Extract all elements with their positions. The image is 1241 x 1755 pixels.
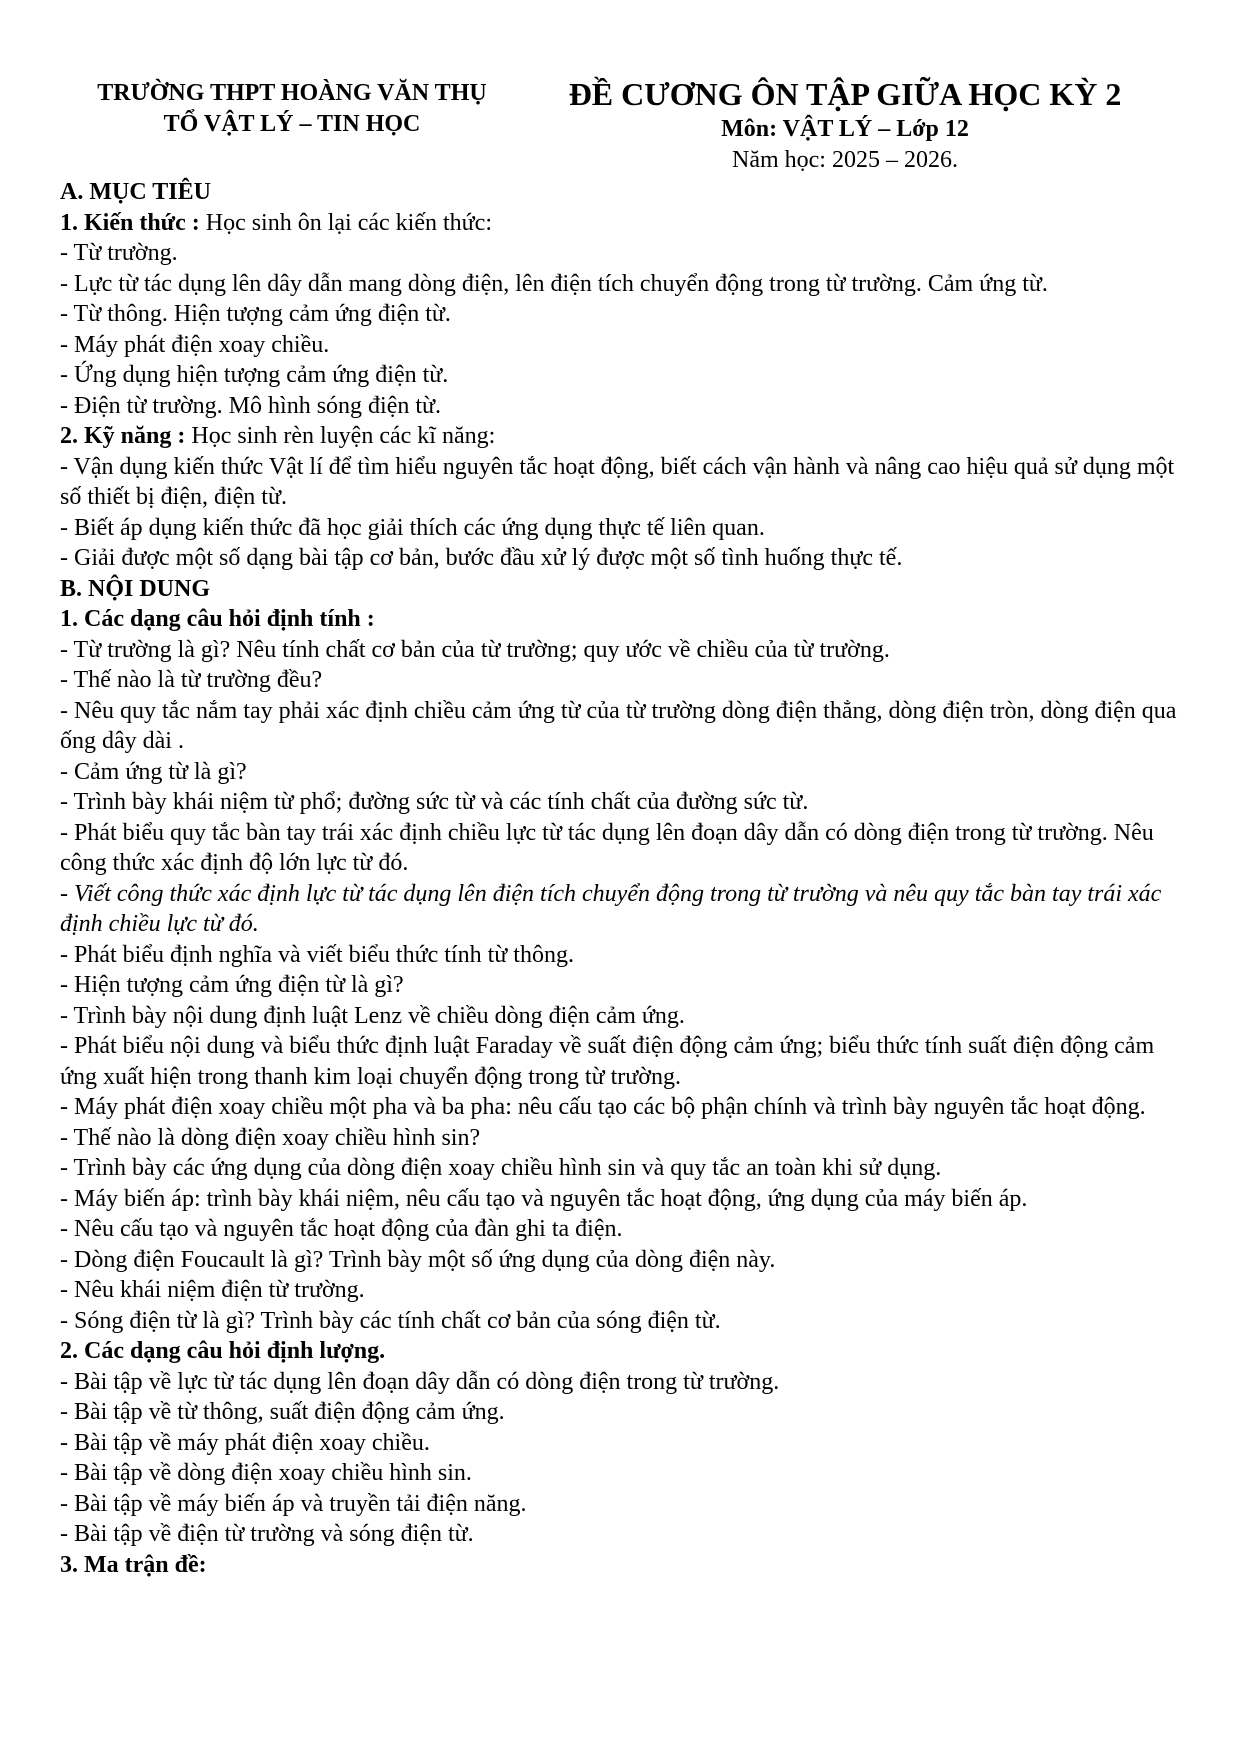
- document-title: ĐỀ CƯƠNG ÔN TẬP GIỮA HỌC KỲ 2: [568, 76, 1122, 112]
- matrix-heading: 3. Ma trận đề:: [60, 1551, 207, 1578]
- list-item: - Trình bày nội dung định luật Lenz về chiều dòng điện cảm ứng.: [60, 1002, 685, 1029]
- list-item: - Máy biến áp: trình bày khái niệm, nêu cấu tạo và nguyên tắc hoạt động, ứng dụng của máy biến áp.: [60, 1185, 1028, 1212]
- list-item: - Bài tập về điện từ trường và sóng điện từ.: [60, 1521, 474, 1547]
- list-item: - Máy phát điện xoay chiều.: [60, 331, 330, 358]
- document-header: [0, 0, 1241, 180]
- list-item: - Dòng điện Foucault là gì? Trình bày một số ứng dụng của dòng điện này.: [60, 1246, 776, 1273]
- document-body: [60, 177, 1195, 1580]
- list-item: - Nêu quy tắc nắm tay phải xác định chiều cảm ứng từ của từ trường dòng điện thẳng, dòng điện tròn, dòng điện qua ống dây dài .: [60, 697, 1177, 754]
- section-a-heading: A. MỤC TIÊU: [60, 179, 211, 205]
- section-b-heading: B. NỘI DUNG: [60, 575, 211, 602]
- list-item: - Nêu cấu tạo và nguyên tắc hoạt động của đàn ghi ta điện.: [60, 1216, 623, 1242]
- knowledge-intro: Học sinh ôn lại các kiến thức:: [199, 209, 492, 236]
- list-item: - Giải được một số dạng bài tập cơ bản, bước đầu xử lý được một số tình huống thực tế.: [60, 545, 903, 571]
- list-item: - Biết áp dụng kiến thức đã học giải thích các ứng dụng thực tế liên quan.: [60, 514, 765, 541]
- school-name: TRƯỜNG THPT HOÀNG VĂN THỤ: [97, 80, 487, 106]
- list-item: - Ứng dụng hiện tượng cảm ứng điện từ.: [60, 362, 449, 388]
- knowledge-heading: [60, 208, 1195, 239]
- list-item: - Thế nào là từ trường đều?: [60, 667, 323, 693]
- department-name: TỔ VẬT LÝ – TIN HỌC: [163, 111, 421, 137]
- list-item: - Máy phát điện xoay chiều một pha và ba pha: nêu cấu tạo các bộ phận chính và trình bày nguyên tắc hoạt động.: [60, 1094, 1146, 1120]
- list-item: - Hiện tượng cảm ứng điện từ là gì?: [60, 972, 404, 998]
- list-item: - Cảm ứng từ là gì?: [60, 758, 247, 785]
- list-item: - Bài tập về máy phát điện xoay chiều.: [60, 1429, 430, 1456]
- school-info: [62, 78, 522, 140]
- list-item: - Từ thông. Hiện tượng cảm ứng điện từ.: [60, 301, 451, 327]
- list-item: - Từ trường là gì? Nêu tính chất cơ bản của từ trường; quy ước về chiều của từ trường.: [60, 636, 890, 663]
- skills-heading: [60, 421, 1195, 452]
- list-item: - Trình bày các ứng dụng của dòng điện xoay chiều hình sin và quy tắc an toàn khi sử dụng.: [60, 1155, 942, 1181]
- list-item: - Bài tập về lực từ tác dụng lên đoạn dây dẫn có dòng điện trong từ trường.: [60, 1368, 780, 1395]
- skills-intro: Học sinh rèn luyện các kĩ năng:: [185, 423, 496, 449]
- list-item: - Bài tập về từ thông, suất điện động cảm ứng.: [60, 1399, 505, 1425]
- school-year: Năm học: 2025 – 2026.: [732, 147, 958, 173]
- knowledge-label: 1. Kiến thức :: [60, 209, 200, 236]
- list-item: - Sóng điện từ là gì? Trình bày các tính chất cơ bản của sóng điện từ.: [60, 1307, 721, 1334]
- list-item: - Nêu khái niệm điện từ trường.: [60, 1277, 365, 1303]
- list-item: - Từ trường.: [60, 240, 178, 266]
- list-item: - Phát biểu quy tắc bàn tay trái xác định chiều lực từ tác dụng lên đoạn dây dẫn có dòng điện trong từ trường. Nêu công thức xác định độ lớn lực từ đó.: [60, 819, 1154, 876]
- list-item: - Phát biểu định nghĩa và viết biểu thức tính từ thông.: [60, 941, 574, 968]
- list-item: - Viết công thức xác định lực từ tác dụng lên điện tích chuyển động trong từ trường và nêu quy tắc bàn tay trái xác định chiều lực từ đó.: [60, 880, 1162, 937]
- list-item: - Lực từ tác dụng lên dây dẫn mang dòng điện, lên điện tích chuyển động trong từ trường. Cảm ứng từ.: [60, 270, 1048, 297]
- list-item: - Trình bày khái niệm từ phổ; đường sức từ và các tính chất của đường sức từ.: [60, 789, 809, 815]
- subject-line: Môn: VẬT LÝ – Lớp 12: [721, 116, 969, 142]
- list-item: - Phát biểu nội dung và biểu thức định luật Faraday về suất điện động cảm ứng; biểu thức tính suất điện động cảm ứng xuất hiện trong thanh kim loại chuyển động trong từ trường.: [60, 1033, 1155, 1090]
- quantitative-heading: 2. Các dạng câu hỏi định lượng.: [60, 1338, 386, 1364]
- skills-label: 2. Kỹ năng :: [60, 423, 186, 449]
- list-item: - Điện từ trường. Mô hình sóng điện từ.: [60, 392, 442, 419]
- list-item: - Vận dụng kiến thức Vật lí để tìm hiểu nguyên tắc hoạt động, biết cách vận hành và nâng cao hiệu quả sử dụng một số thiết bị điện, điện từ.: [60, 453, 1175, 510]
- list-item: - Bài tập về dòng điện xoay chiều hình sin.: [60, 1460, 472, 1486]
- list-item: - Thế nào là dòng điện xoay chiều hình sin?: [60, 1124, 481, 1151]
- title-block: [545, 74, 1145, 176]
- qualitative-heading: 1. Các dạng câu hỏi định tính :: [60, 606, 375, 632]
- list-item: - Bài tập về máy biến áp và truyền tải điện năng.: [60, 1490, 527, 1517]
